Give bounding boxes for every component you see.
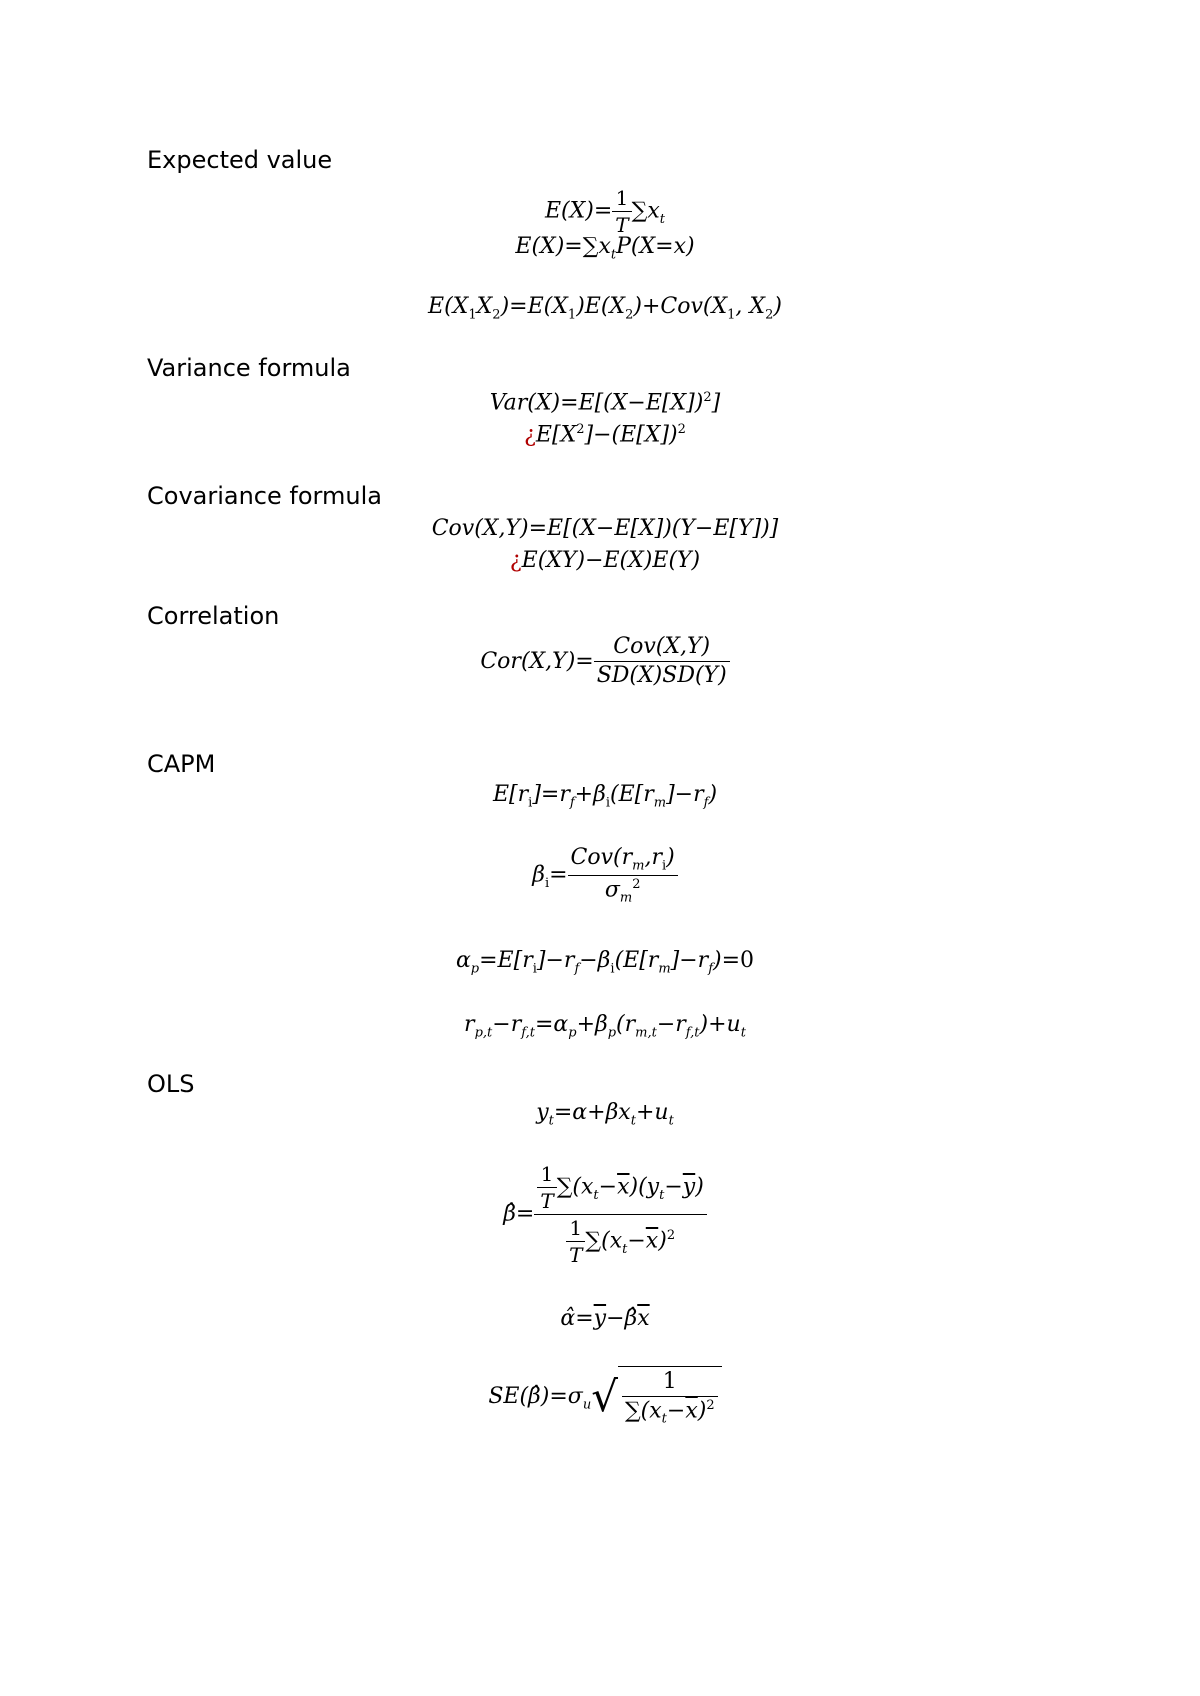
eq-expected-value-prob: $E(X)=\sum x_tP(X=x)$ — [515, 234, 695, 263]
eq-variance-1: $Var(X)=E[(X-E[X])^2]$ — [489, 390, 721, 416]
eq-expected-product: $E(X_1X_2)=E(X_1)E(X_2)+Cov(X_1$, $X_2$) — [428, 294, 782, 323]
heading-expected-value: Expected value — [147, 146, 333, 174]
red-glyph: ¿ — [509, 548, 522, 573]
heading-variance: Variance formula — [147, 354, 351, 382]
eq-capm-regression: $r_{p,t}-r_{f,t}=\alpha_p+\beta_p(r_{m,t}-r_{f,t})+u_t$ — [464, 1012, 746, 1041]
eq-variance-2: ¿$E[X^2]-(E[X])^2$ — [524, 422, 686, 448]
eq-expected-value-mean: E(X)= $\frac{1}{T}$ $\sum x_t$ — [544, 186, 666, 237]
eq-capm-expected-return: $E[r_i]=r_f+\beta_i(E[r_m]-r_f)$ — [492, 782, 718, 811]
eq-correlation: Cor(X,Y)= $\frac{\text{Cov(X,Y)}}{SD(X)SD(Y)}$ — [300, 634, 910, 690]
eq-ols-model: $y_t=\alpha+\beta x_t+u_t$ — [536, 1100, 674, 1129]
heading-correlation: Correlation — [147, 602, 280, 630]
red-glyph: ¿ — [524, 422, 536, 448]
eq-ols-beta-hat: β̂= $\frac{1}{T}$ $\sum(x_t-\overline{x})(y_t-\overline{y})$ $\frac{1}{T}$ $\sum(x_t-\overline{x})^2$ — [300, 1162, 910, 1267]
eq-covariance-1: Cov(X,Y)=E[(X−E[X])(Y−E[Y])] — [431, 516, 779, 541]
eq-covariance-2: ¿E(XY)−E(X)E(Y) — [509, 548, 701, 573]
eq-capm-beta: $\beta_i=$ $\frac{Cov(r_m,r_i)}{\sigma_m^2}$ — [300, 845, 910, 906]
eq-ols-standard-error: $SE(\betâ)=\sigma_u√$ $\frac{1}{\sum(x_t-\overline{x})^2}$ — [300, 1366, 910, 1428]
eq-ols-alpha-hat: $\alphâ=\overline{y}-\betâ\overline{x}$ — [560, 1306, 650, 1331]
eq-capm-alpha: $\alpha_p=E[r_i]-r_f-\beta_i(E[r_m]-r_f)=0$ — [455, 948, 755, 977]
heading-ols: OLS — [147, 1070, 195, 1098]
heading-covariance: Covariance formula — [147, 482, 382, 510]
heading-capm: CAPM — [147, 750, 216, 778]
